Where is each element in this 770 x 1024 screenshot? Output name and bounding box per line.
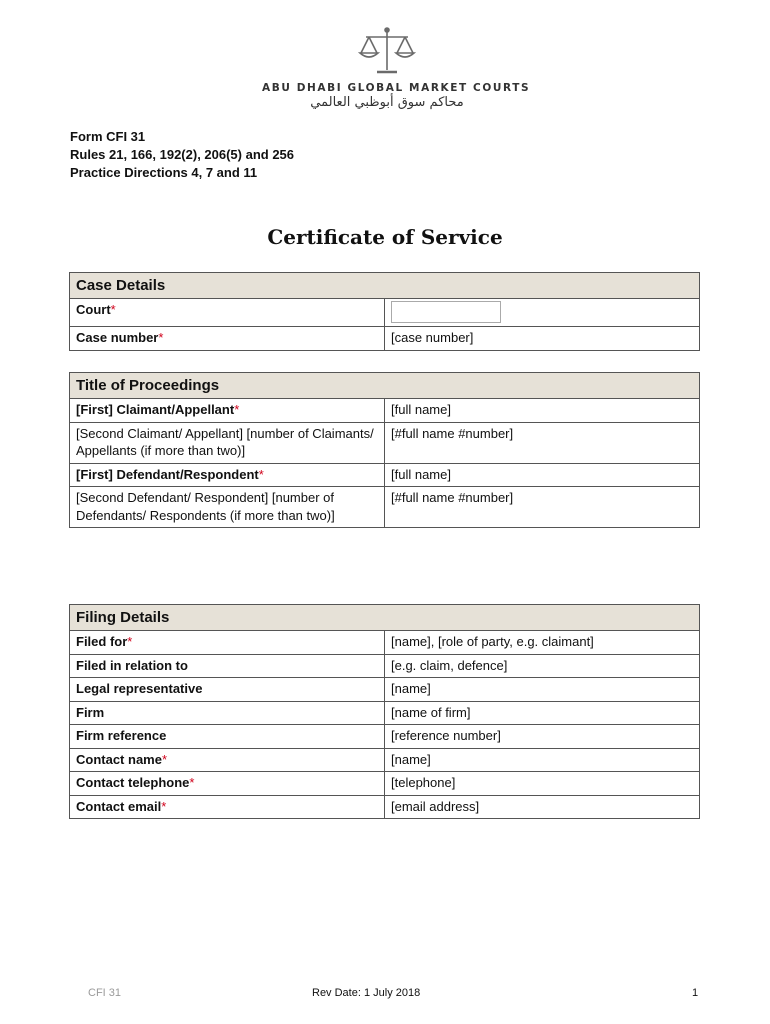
table-row xyxy=(70,701,700,725)
court-cell xyxy=(385,299,700,327)
case-number-label: Case number* xyxy=(70,327,385,351)
required-marker: * xyxy=(161,751,168,767)
case-details-table xyxy=(69,272,700,351)
contact-telephone-field[interactable]: [telephone] xyxy=(385,772,700,796)
table-row xyxy=(70,487,700,528)
table-row xyxy=(70,795,700,819)
required-marker: * xyxy=(189,775,195,790)
form-info xyxy=(70,128,294,182)
logo-name-arabic: محاكم سوق أبوظبي العالمي xyxy=(310,95,464,110)
footer-page-number: 1 xyxy=(692,987,699,999)
table-row xyxy=(70,399,700,423)
table-row xyxy=(70,772,700,796)
required-marker: * xyxy=(258,466,264,482)
scales-of-justice-icon xyxy=(357,26,417,76)
contact-email-field[interactable]: [email address] xyxy=(385,795,700,819)
second-claimant-label: [Second Claimant/ Appellant] [number of Claimants/ Appellants (if more than two)] xyxy=(70,422,385,463)
second-defendant-field[interactable]: [#full name #number] xyxy=(385,487,700,528)
table-row xyxy=(70,748,700,772)
contact-telephone-label: Contact telephone* xyxy=(70,772,385,796)
form-rules: Rules 21, 166, 192(2), 206(5) and 256 xyxy=(70,147,295,162)
firm-label: Firm xyxy=(70,701,385,725)
title-of-proceedings-header: Title of Proceedings xyxy=(70,373,700,399)
court-label: Court* xyxy=(70,299,385,327)
case-number-field[interactable]: [case number] xyxy=(385,327,700,351)
table-row xyxy=(70,654,700,678)
required-marker: * xyxy=(161,798,167,814)
logo-name-english: ABU DHABI GLOBAL MARKET COURTS xyxy=(262,82,531,94)
footer-form-code: CFI 31 xyxy=(88,987,122,999)
legal-representative-label: Legal representative xyxy=(70,678,385,702)
table-row xyxy=(70,463,700,487)
court-input[interactable] xyxy=(391,301,501,323)
filing-details-table xyxy=(69,604,700,819)
first-claimant-label: [First] Claimant/Appellant* xyxy=(70,399,385,423)
practice-directions: Practice Directions 4, 7 and 11 xyxy=(70,165,258,180)
adgm-courts-logo xyxy=(262,26,531,110)
firm-reference-field[interactable]: [reference number] xyxy=(385,725,700,749)
legal-representative-field[interactable]: [name] xyxy=(385,678,700,702)
case-details-header: Case Details xyxy=(70,273,700,299)
filing-details-header: Filing Details xyxy=(70,605,700,631)
required-marker: * xyxy=(110,302,116,317)
contact-email-label: Contact email* xyxy=(70,795,385,819)
second-claimant-field[interactable]: [#full name #number] xyxy=(385,422,700,463)
table-row xyxy=(70,725,700,749)
contact-name-field[interactable]: [name] xyxy=(385,748,700,772)
title-of-proceedings-table xyxy=(69,372,700,528)
filed-for-label: Filed for* xyxy=(70,631,385,655)
filed-for-field[interactable]: [name], [role of party, e.g. claimant] xyxy=(385,631,700,655)
first-defendant-label: [First] Defendant/Respondent* xyxy=(70,463,385,487)
table-row xyxy=(70,422,700,463)
required-marker: * xyxy=(127,634,133,649)
required-marker: * xyxy=(234,402,240,417)
table-row xyxy=(70,631,700,655)
table-row xyxy=(70,678,700,702)
firm-reference-label: Firm reference xyxy=(70,725,385,749)
filed-in-relation-to-field[interactable]: [e.g. claim, defence] xyxy=(385,654,700,678)
first-defendant-field[interactable]: [full name] xyxy=(385,463,700,487)
required-marker: * xyxy=(158,330,164,345)
page-title: Certificate of Service xyxy=(267,225,503,249)
footer-rev-date: Rev Date: 1 July 2018 xyxy=(312,987,421,999)
contact-name-label: Contact name* xyxy=(70,748,385,772)
filed-in-relation-to-label: Filed in relation to xyxy=(70,654,385,678)
form-number: Form CFI 31 xyxy=(70,129,146,144)
firm-field[interactable]: [name of firm] xyxy=(385,701,700,725)
first-claimant-field[interactable]: [full name] xyxy=(385,399,700,423)
second-defendant-label: [Second Defendant/ Respondent] [number of Defendants/ Respondents (if more than two)] xyxy=(70,487,385,528)
